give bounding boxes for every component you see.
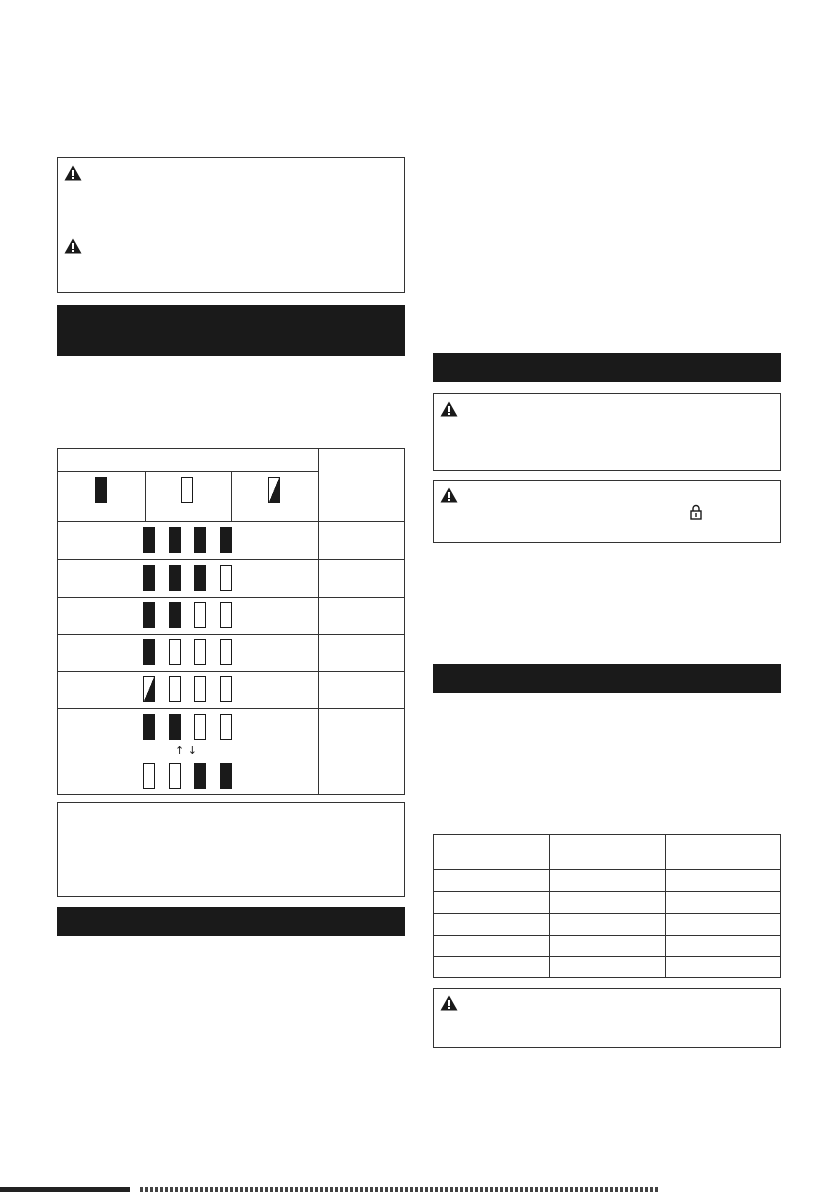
indicator-lamp — [169, 676, 181, 702]
indicator-lamp — [143, 639, 155, 665]
indicator-lamp — [169, 763, 181, 789]
warning-triangle-icon — [440, 487, 458, 503]
indicator-lamp — [169, 714, 181, 740]
caution-box — [433, 480, 781, 543]
indicator-lamp — [220, 639, 232, 665]
section-heading-bar — [57, 305, 405, 356]
indicator-lamp — [194, 676, 206, 702]
caution-box — [433, 393, 781, 471]
footer-bar — [0, 1187, 130, 1192]
caution-box-top-left — [57, 157, 405, 293]
indicator-lamp — [169, 527, 181, 553]
indicator-lamp — [169, 639, 181, 665]
indicator-lamp — [143, 676, 155, 702]
indicator-lamp — [143, 527, 155, 553]
padlock-icon — [690, 504, 702, 520]
indicator-lamp — [169, 565, 181, 591]
indicator-lamp — [143, 565, 155, 591]
warning-triangle-icon — [64, 238, 82, 254]
indicator-lamp — [194, 714, 206, 740]
indicator-lamp — [169, 602, 181, 628]
caution-box — [433, 988, 781, 1048]
warning-triangle-icon — [440, 401, 458, 417]
indicator-lamp — [194, 639, 206, 665]
section-heading-bar — [433, 664, 781, 693]
up-down-arrows-icon: ↑ ↓ — [175, 744, 197, 757]
note-box — [57, 802, 405, 897]
legend-lamp-lit — [95, 477, 107, 503]
indicator-lamp — [143, 602, 155, 628]
legend-lamp-blinking — [268, 477, 280, 503]
indicator-lamp — [220, 714, 232, 740]
indicator-lamp — [220, 527, 232, 553]
indicator-lamp — [220, 763, 232, 789]
indicator-lamp — [143, 763, 155, 789]
indicator-lamp — [194, 527, 206, 553]
battery-indicator-table — [57, 448, 405, 795]
indicator-lamp — [194, 602, 206, 628]
section-heading-bar — [433, 353, 781, 382]
footer-text-strip — [140, 1187, 660, 1192]
warning-triangle-icon — [440, 995, 458, 1011]
legend-lamp-off — [181, 477, 193, 503]
indicator-lamp — [220, 565, 232, 591]
section-heading-bar — [57, 907, 405, 936]
indicator-lamp — [220, 676, 232, 702]
warning-triangle-icon — [64, 165, 82, 181]
indicator-lamp — [194, 565, 206, 591]
indicator-lamp — [220, 602, 232, 628]
data-table — [433, 834, 781, 978]
indicator-lamp — [194, 763, 206, 789]
indicator-lamp — [143, 714, 155, 740]
